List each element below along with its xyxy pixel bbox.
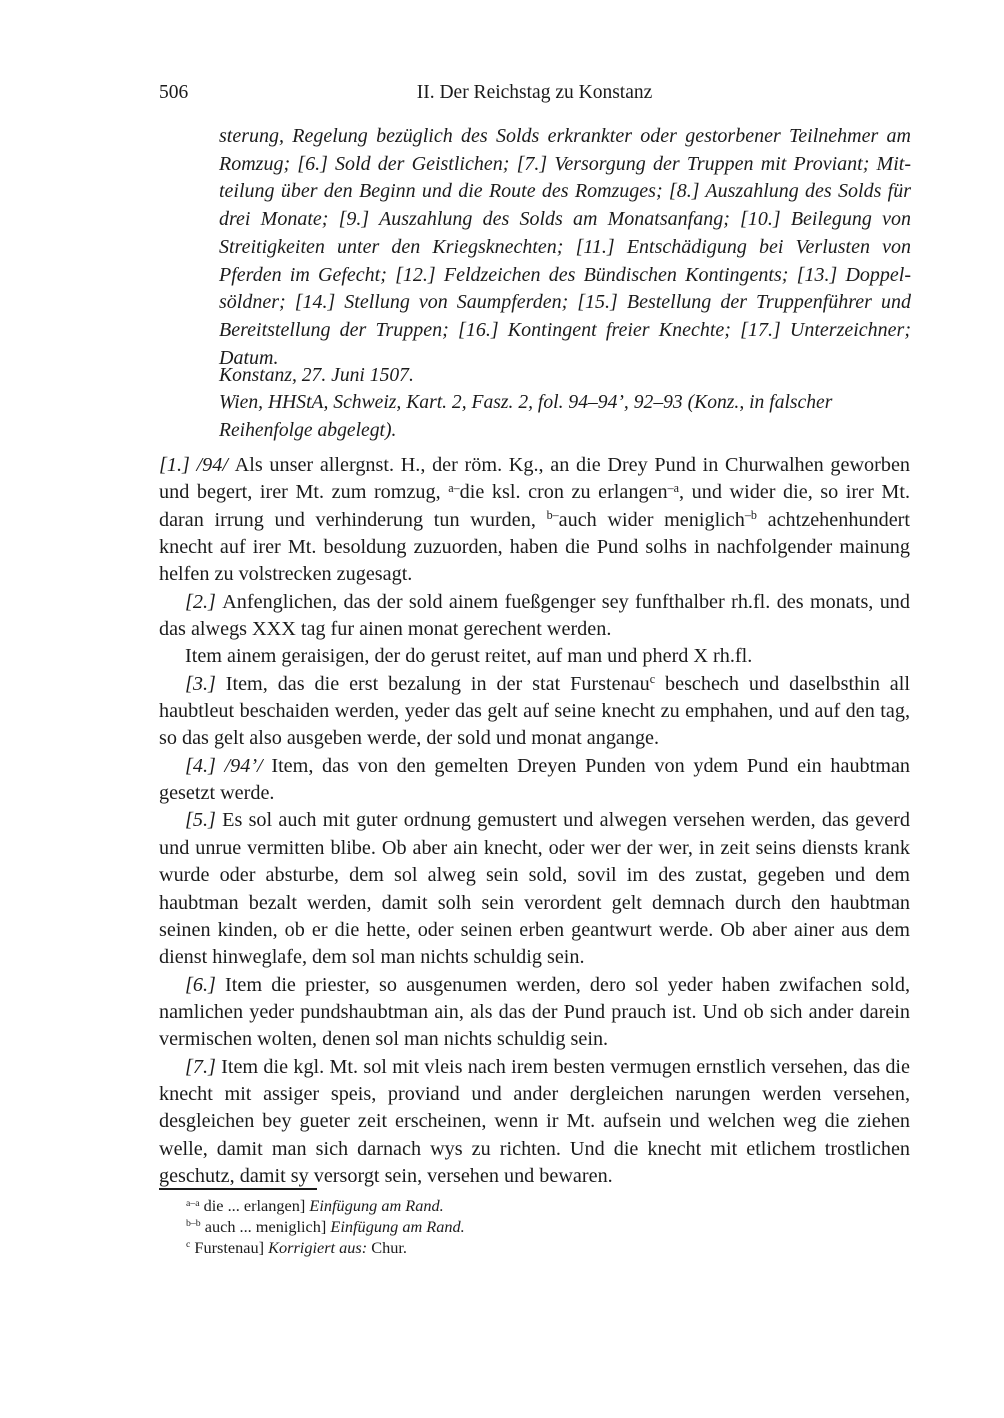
text-run: die ... erlangen] [199, 1196, 310, 1215]
italic-text: [1.] /94/ [159, 454, 235, 476]
body-paragraph [159, 972, 910, 1054]
page-number: 506 [159, 82, 189, 103]
superscript-marker: a–a [186, 1197, 200, 1209]
body-paragraph [159, 1054, 910, 1191]
body-paragraph [159, 753, 910, 808]
italic-text: Einfügung am Rand. [309, 1196, 444, 1215]
superscript-marker: b– [546, 508, 559, 523]
text-run: Item, das von den gemelten Dreyen Punden von ydem Pund ein haubtman gesetzt werde. [159, 754, 911, 805]
superscript-marker: b–b [186, 1218, 201, 1230]
text-run: auch wider meniglich [558, 508, 745, 531]
text-run: Als unser allergnst. H., der röm. Kg., an die Drey Pund in Churwalhen geworben und begert, irer Mt. zum romzug, [159, 454, 910, 504]
superscript-marker: a– [448, 480, 460, 495]
italic-text: [5.] [185, 809, 223, 832]
text-run: auch ... meniglich] [200, 1216, 331, 1236]
text-run: Anfenglichen, das der sold ainem fueßgenger sey funfthalber rh.fl. des monats, und das alwegs XXX tag fur ainen monat gerechent werden. [159, 590, 910, 641]
italic-text: [6.] [185, 973, 226, 996]
source-block [219, 362, 911, 444]
text-run: , und wider die, so irer Mt. daran irrung und verhinderung tun wurden, [159, 481, 910, 531]
text-run: Item ainem geraisigen, der do gerust reitet, auf man und pherd X rh.fl. [185, 645, 753, 668]
text-run: die ksl. cron zu erlangen [459, 481, 668, 504]
text-run: beschech und daselbsthin all haubtleut beschaiden werden, yeder das gelt auf seine knecht zu emphahen, und auf den tag, so das gelt also ausgeben werde, der sold und monat angange. [159, 672, 910, 750]
text-run: Furstenau] [190, 1237, 269, 1257]
text-run: achtzehenhundert knecht auf irer Mt. besoldung zuzuorden, haben die Pund solhs in nachfolgender mainung helfen zu volstrecken zugesagt. [159, 508, 910, 586]
italic-text: [7.] [185, 1055, 222, 1078]
text-run: Chur. [367, 1237, 407, 1257]
superscript-marker: –b [744, 508, 757, 523]
body-paragraph [159, 643, 910, 670]
italic-text: [2.] [185, 590, 223, 613]
text-run: Item die kgl. Mt. sol mit vleis nach irem besten vermugen ernstlich versehen, das die knecht mit assiger speis, proviand und ander dergleichen narungen werden versehen, desgleichen bey gueter zeit erscheinen, wenn ir Mt. aufsein und welchen weg die ziehen welle, damit man sich darnach wys zu richten. Und die knecht mit etlichem trostlichen geschutz, damit sy versorgt sein, versehen und bewaren. [159, 1055, 910, 1187]
body-paragraph [159, 671, 910, 753]
body-paragraph [159, 589, 910, 644]
footnote-item [159, 1238, 910, 1259]
dateline: Konstanz, 27. Juni 1507. [219, 365, 414, 386]
running-head: II. Der Reichstag zu Konstanz [416, 82, 653, 103]
text-run: Es sol auch mit guter ordnung gemustert und alwegen versehen werden, das geverd und unrue vermitten blibe. Ob aber ain knecht, oder wer der wer, in zeit seins diensts krank wurde oder absturbe, dem sol alweg sein sold, sovil im des zustat, gegeben und dem haubtman bezalt werden, damit solh sein verordent gelt demnach durch den haubtman seinen kinden, ob er die hette, oder seinen erben geantwurt werde. Ob aber ainer aus dem dienst hinweglafe, dem sol man nichts schuldig sein. [159, 809, 910, 969]
page-header [159, 82, 910, 104]
italic-text: [4.] /94’/ [185, 754, 272, 777]
superscript-marker: –a [667, 480, 680, 495]
archive-reference: Wien, HHStA, Schweiz, Kart. 2, Fasz. 2, fol. 94–94’, 92–93 (Konz., in falscher Reihenfolge abgelegt). [219, 392, 833, 441]
body-paragraph [159, 452, 910, 589]
body-paragraph [159, 807, 910, 971]
italic-text: [3.] [185, 672, 226, 695]
footnotes [159, 1196, 910, 1258]
regest-summary: sterung, Regelung bezüglich des Solds erkrankter oder gestorbener Teilnehmer am Romzug; [6.] Sold der Geistlichen; [7.] Versorgung der Truppen mit Proviant; Mitteilung über den Beginn und die Route des Romzuges; [8.] Auszahlung des Solds für drei Monate; [9.] Auszahlung des Solds am Monatsanfang; [10.] Beilegung von Streitigkeiten unter den Kriegsknechten; [11.] Entschädigung bei Verlusten von Pferden im Gefecht; [12.] Feldzeichen des Bündischen Kontingents; [13.] Doppelsöldner; [14.] Stellung von Saumpferden; [15.] Bestellung der Truppenführer und Bereitstellung der Truppen; [16.] Kontingent freier Knechte; [17.] Unterzeichner; Datum. [219, 125, 911, 369]
text-run: Item die priester, so ausgenumen werden, dero sol yeder haben zwifachen sold, namlichen yeder pundshaubtman ain, als das der Pund prauch ist. Und ob sich ander darein vermischen wolten, denen sol man nichts schuldig sein. [159, 973, 910, 1051]
footnote-item [159, 1196, 910, 1217]
footnote-item [159, 1217, 910, 1238]
italic-text: Einfügung am Rand. [330, 1216, 465, 1236]
entry-body [159, 452, 910, 1190]
superscript-marker: c [186, 1239, 191, 1251]
superscript-marker: c [649, 672, 656, 687]
footnote-rule [159, 1188, 317, 1190]
text-run: Item, das die erst bezalung in der stat Furstenau [225, 672, 650, 695]
italic-text: Korrigiert aus: [268, 1237, 368, 1257]
